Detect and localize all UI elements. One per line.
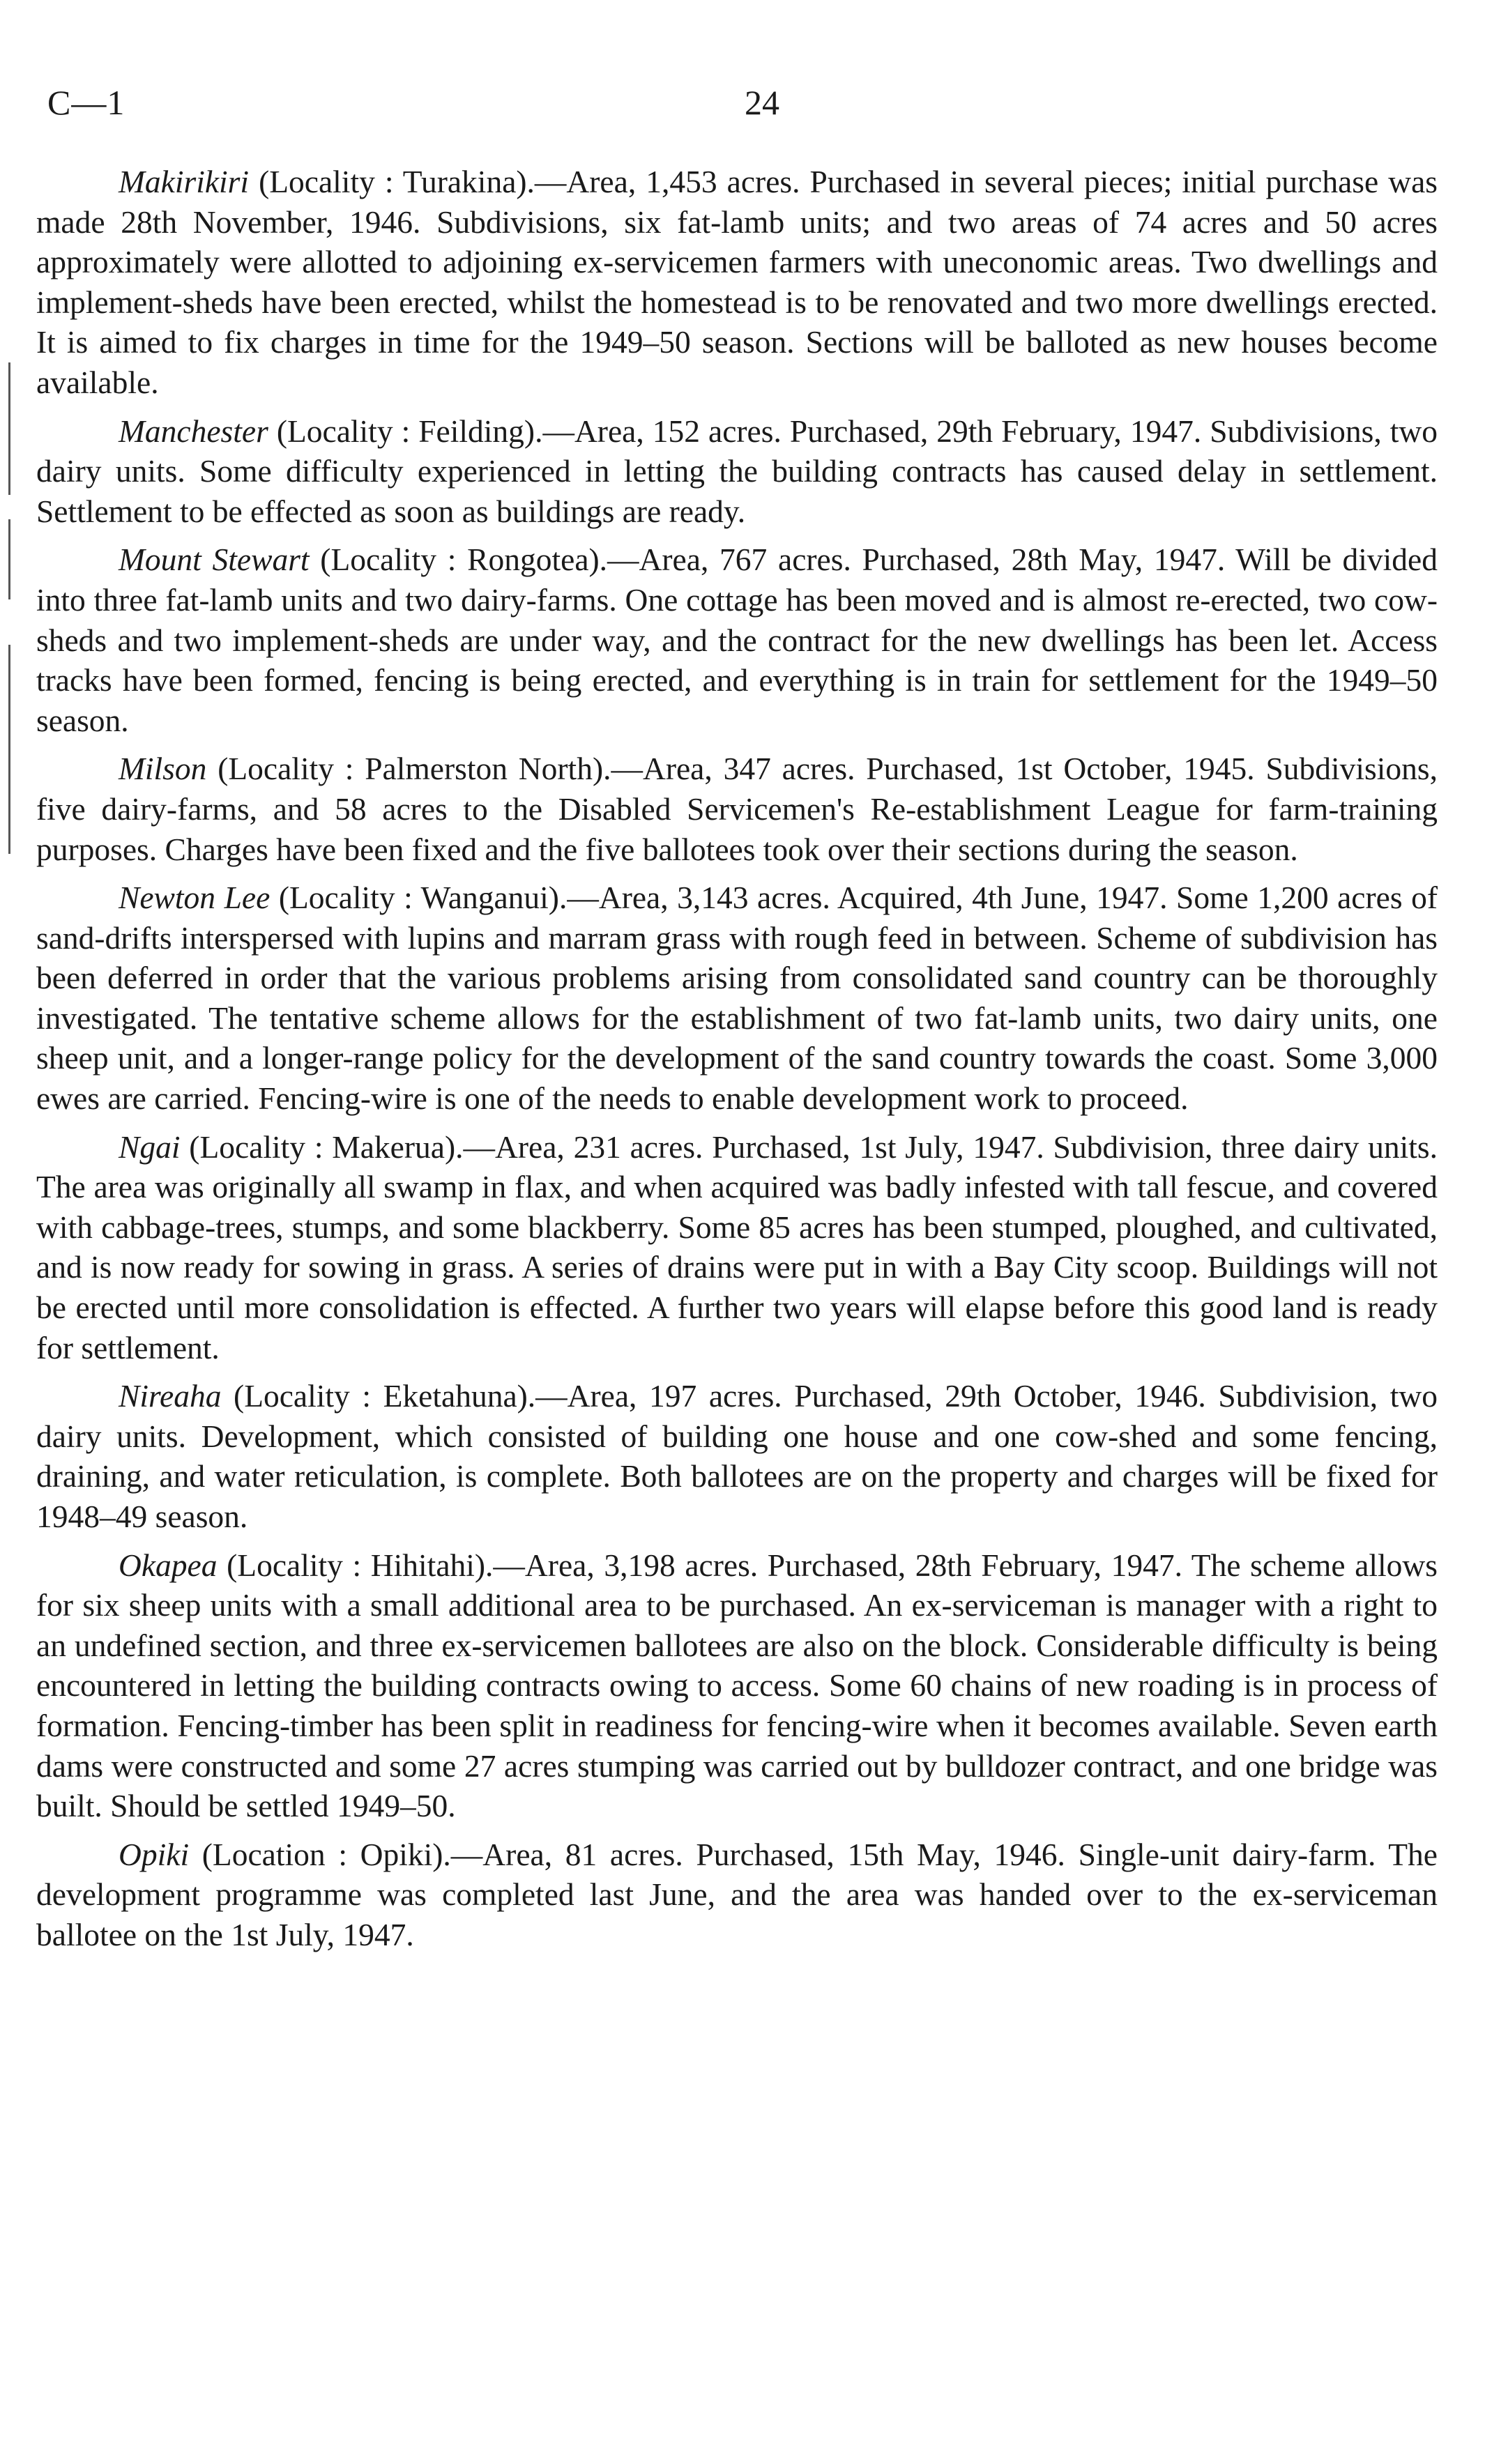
entry-name: Milson xyxy=(119,751,207,787)
margin-rule-top xyxy=(8,362,10,495)
margin-rule-middle xyxy=(8,519,10,599)
entry-name: Manchester xyxy=(119,413,268,449)
entry-text: (Locality : Rongotea).—Area, 767 acres. Purchased, 28th May, 1947. Will be divided into three fat-lamb units and two dairy-farms. One cottage has been moved and is almost re-erected, two cow-sheds and two implement-sheds are under way, and the contract for the new dwellings has been let. Access tracks have been formed, fencing is being erected, and everything is in train for settlement for the 1949–50 season. xyxy=(36,542,1438,738)
entry-milson xyxy=(36,749,1438,869)
margin-rule-lower xyxy=(8,645,10,854)
entry-mount-stewart xyxy=(36,540,1438,740)
entry-name: Nireaha xyxy=(119,1378,222,1414)
entry-text: (Locality : Palmerston North).—Area, 347 acres. Purchased, 1st October, 1945. Subdivisions, five dairy-farms, and 58 acres to the Disabled Servicemen's Re-establishment League for farm-training purposes. Charges have been fixed and the five ballotees took over their sections during the season. xyxy=(36,751,1438,867)
entry-name: Opiki xyxy=(119,1836,190,1872)
entry-nireaha xyxy=(36,1376,1438,1536)
entry-name: Newton Lee xyxy=(119,880,271,916)
entry-text: (Locality : Hihitahi).—Area, 3,198 acres. Purchased, 28th February, 1947. The scheme allows for six sheep units with a small additional area to be purchased. An ex-serviceman is manager with a right to an undefined section, and three ex-servicemen ballotees are also on the block. Considerable difficulty is being encountered in letting the building contracts owing to access. Some 60 chains of new roading is in process of formation. Fencing-timber has been split in readiness for fencing-wire when it becomes available. Seven earth dams were constructed and some 27 acres stumping was carried out by bulldozer contract, and one bridge was built. Should be settled 1949–50. xyxy=(36,1547,1438,1824)
entry-text: (Location : Opiki).—Area, 81 acres. Purchased, 15th May, 1946. Single-unit dairy-farm. The development programme was completed last June, and the area was handed over to the ex-serviceman ballotee on the 1st July, 1947. xyxy=(36,1836,1438,1952)
entry-name: Okapea xyxy=(119,1547,218,1583)
entry-makirikiri xyxy=(36,162,1438,403)
entry-text: (Locality : Feilding).—Area, 152 acres. Purchased, 29th February, 1947. Subdivisions, two dairy units. Some difficulty experienced in letting the building contracts has caused delay in settlement. Settlement to be effected as soon as buildings are ready. xyxy=(36,413,1438,529)
entry-text: (Locality : Turakina).—Area, 1,453 acres. Purchased in several pieces; initial purchase was made 28th November, 1946. Subdivisions, six fat-lamb units; and two areas of 74 acres and 50 acres approximately were allotted to adjoining ex-servicemen farmers with uneconomic areas. Two dwellings and implement-sheds have been erected, whilst the homestead is to be renovated and two more dwellings erected. It is aimed to fix charges in time for the 1949–50 season. Sections will be balloted as new houses become available. xyxy=(36,164,1438,400)
entry-name: Makirikiri xyxy=(119,164,250,199)
entry-newton-lee xyxy=(36,878,1438,1119)
entry-text: (Locality : Makerua).—Area, 231 acres. Purchased, 1st July, 1947. Subdivision, three dairy units. The area was originally all swamp in flax, and when acquired was badly infested with tall fescue, and covered with cabbage-trees, stumps, and some blackberry. Some 85 acres has been stumped, ploughed, and cultivated, and is now ready for sowing in grass. A series of drains were put in with a Bay City scoop. Buildings will not be erected until more consolidation is effected. A further two years will elapse before this good land is ready for settlement. xyxy=(36,1128,1438,1365)
entry-text: (Locality : Wanganui).—Area, 3,143 acres. Acquired, 4th June, 1947. Some 1,200 acres of sand-drifts interspersed with lupins and marram grass with rough feed in between. Scheme of subdivision has been deferred in order that the various problems arising from consolidated sand country can be thoroughly investigated. The tentative scheme allows for the establishment of two fat-lamb units, two dairy units, one sheep unit, and a longer-range policy for the development of the sand country towards the coast. Some 3,000 ewes are carried. Fencing-wire is one of the needs to enable development work to proceed. xyxy=(36,880,1438,1117)
page-number: 24 xyxy=(745,83,779,122)
entry-opiki xyxy=(36,1835,1438,1955)
report-code: C—1 xyxy=(47,83,125,122)
entry-ngai xyxy=(36,1127,1438,1368)
entry-okapea xyxy=(36,1545,1438,1826)
entry-text: (Locality : Eketahuna).—Area, 197 acres. Purchased, 29th October, 1946. Subdivision, two dairy units. Development, which consisted of building one house and one cow-shed and some fencing, draining, and water reticulation, is complete. Both ballotees are on the property and charges will be fixed for 1948–49 season. xyxy=(36,1378,1438,1534)
entry-manchester xyxy=(36,411,1438,532)
page-header xyxy=(47,82,1428,131)
page-body xyxy=(36,162,1438,1964)
entry-name: Mount Stewart xyxy=(119,542,310,578)
entry-name: Ngai xyxy=(119,1128,181,1165)
